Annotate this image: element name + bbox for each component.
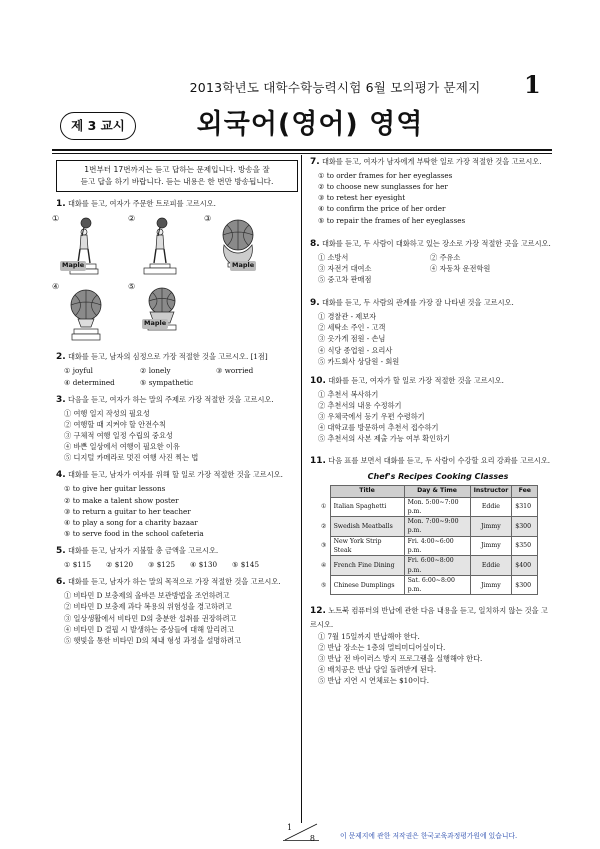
class-title: Italian Spaghetti [330,497,404,517]
trophy-options [52,213,298,345]
option[interactable]: ⑤ to serve food in the school cafeteria [64,529,204,538]
question-1 [52,198,298,346]
option[interactable]: ③ 옷가게 점원 - 손님 [318,334,386,344]
question-number: 1. [56,198,66,209]
option-mark: ② [321,522,327,530]
option[interactable]: ① 7월 15일까지 반납해야 한다. [318,631,420,641]
total-pages: 8 [309,834,315,843]
question-11 [310,455,552,596]
question-number: 6. [56,577,66,588]
question-number: 10. [310,375,326,386]
class-fee: $350 [512,536,538,556]
class-time: Sat. 6:00~8:00 p.m. [404,575,470,595]
class-title: French Fine Dining [330,556,404,576]
question-number: 12. [310,606,326,617]
class-title: Swedish Meatballs [330,517,404,537]
option[interactable]: ① to order frames for her eyeglasses [318,170,453,180]
class-instructor: Jimmy [470,536,512,556]
option[interactable]: ⑤ 반납 지연 시 연체료는 $10이다. [318,676,429,686]
question-3 [56,394,298,464]
table-row[interactable] [318,517,538,537]
option[interactable]: ② 여행할 때 지켜야 할 안전수칙 [64,419,166,429]
notice-line: 1번부터 17번까지는 듣고 답하는 문제입니다. 방송을 잘 [84,165,270,174]
column-header: Fee [512,485,538,497]
option[interactable]: ⑤ 디지털 카메라로 멋진 여행 사진 찍는 법 [64,453,199,463]
class-title: Chinese Dumplings [330,575,404,595]
option-mark: ② [128,214,136,224]
question-9 [310,297,552,367]
class-instructor: Jimmy [470,575,512,595]
option[interactable]: ② 세탁소 주인 - 고객 [318,323,386,333]
question-4 [56,469,298,539]
question-8 [310,238,552,285]
table-row[interactable] [318,497,538,517]
subject-title: 외국어(영어) 영역 [196,109,424,140]
class-title: New York Strip Steak [330,536,404,556]
option[interactable]: ② 주유소 [430,252,461,262]
option-mark: ③ [204,214,212,224]
option-mark: ④ [52,282,60,292]
question-number: 4. [56,470,66,481]
option[interactable]: ③ to return a guitar to her teacher [64,506,191,516]
copyright-notice: 이 문제지에 관한 저작권은 한국교육과정평가원에 있습니다. [340,832,518,840]
option[interactable]: ③ $125 [148,560,176,570]
plaque-label: Maple [144,319,167,328]
option[interactable]: ① $115 [64,560,92,570]
question-5 [56,545,298,570]
option-mark: ③ [321,542,327,550]
basketball-player-trophy-icon [140,217,180,277]
question-text: 노트북 컴퓨터의 반납에 관한 다음 내용을 듣고, 일치하지 않는 것을 고르시오. [310,606,548,630]
option[interactable]: ④ to confirm the price of her order [318,204,446,214]
listening-notice [56,160,298,192]
column-divider [301,155,302,823]
ball-base-trophy-icon [140,285,184,345]
option[interactable]: ⑤ $145 [232,560,260,570]
option[interactable]: ① joyful [64,366,93,376]
question-text: 대화를 듣고, 남자가 여자를 위해 할 일로 가장 적절한 것을 고르시오. [67,470,283,480]
question-text: 대화를 듣고, 여자가 남자에게 부탁한 일로 가장 적절한 것을 고르시오. [321,157,542,166]
left-column [52,156,298,652]
option[interactable]: ⑤ to repair the frames of her eyeglasses [318,215,466,225]
option[interactable]: ③ worried [216,366,254,376]
option[interactable]: ① 경찰관 - 제보자 [318,312,377,322]
option[interactable]: ③ 자전거 대여소 [318,263,372,273]
class-fee: $310 [512,497,538,517]
question-6 [56,576,298,646]
option[interactable]: ③ 일상생활에서 비타민 D의 충분한 섭취를 권장하려고 [64,613,237,623]
option[interactable]: ④ 자동차 운전학원 [430,263,491,273]
column-header: Instructor [470,485,512,497]
column-header: Day & Time [404,485,470,497]
option[interactable]: ② 비타민 D 보충제 과다 복용의 위험성을 경고하려고 [64,602,232,612]
column-header: Title [330,485,404,497]
option[interactable]: ② 반납 장소는 1층의 멀티미디어실이다. [318,642,446,652]
plaque-label: Maple [62,261,85,270]
option-mark: ① [321,503,327,511]
right-column [310,156,552,692]
question-number: 5. [56,546,66,557]
question-number: 2. [56,352,66,363]
option[interactable]: ③ 반납 전 바이러스 방지 프로그램을 실행해야 한다. [318,653,483,663]
question-text: 대화를 듣고, 여자가 할 일로 가장 적절한 것을 고르시오. [328,375,504,385]
question-10 [310,375,552,445]
option[interactable]: ③ 우체국에서 등기 우편 수령하기 [318,412,425,422]
class-time: Fri. 6:00~8:00 p.m. [404,556,470,576]
question-number: 7. [310,157,320,167]
class-fee: $400 [512,556,538,576]
option-mark: ⑤ [128,282,136,292]
option[interactable]: ① 소방서 [318,252,349,262]
option[interactable]: ① 추천서 복사하기 [318,389,379,399]
option[interactable]: ⑤ 추천서의 사본 제출 가능 여부 확인하기 [318,434,450,444]
question-2 [56,351,298,387]
option-mark: ⑤ [321,581,327,589]
option[interactable]: ④ 바쁜 일상에서 여행이 필요한 이유 [64,442,180,452]
class-fee: $300 [512,575,538,595]
option[interactable]: ② to make a talent show poster [64,495,179,505]
option[interactable]: ④ to play a song for a charity bazaar [64,517,198,527]
option[interactable]: ⑤ 중고차 판매점 [318,274,372,284]
class-instructor: Eddie [470,556,512,576]
class-time: Mon. 7:00~9:00 p.m. [404,517,470,537]
header-rule [52,149,552,151]
page-number: 1 [524,70,541,99]
trophy-option-5[interactable] [128,281,192,343]
class-instructor: Jimmy [470,517,512,537]
table-header-row [318,485,538,497]
option[interactable]: ③ to retest her eyesight [318,193,406,203]
plaque-label: Maple [232,261,255,270]
option[interactable]: ④ 대학교를 방문하여 추천서 접수하기 [318,423,439,433]
option[interactable]: ④ determined [64,377,115,387]
option[interactable]: ④ 식당 종업원 - 요리사 [318,345,393,355]
table-row[interactable] [318,536,538,556]
question-text: 대화를 듣고, 남자의 심정으로 가장 적절한 것을 고르시오. [1점] [67,352,268,362]
exam-title: 2013학년도 대학수학능력시험 6월 모의평가 문제지 [189,80,481,95]
class-time: Mon. 5:00~7:00 p.m. [404,497,470,517]
option[interactable]: ④ 배치공은 반납 당일 돌려받게 된다. [318,665,437,675]
trophy-option-3[interactable] [204,213,268,275]
option-mark: ④ [321,561,327,569]
option[interactable]: ① to give her guitar lessons [64,484,166,494]
question-text: 대화를 듣고, 두 사람이 대화하고 있는 장소로 가장 적절한 곳을 고르시오. [321,238,551,248]
trophy-option-4[interactable] [52,281,116,343]
notice-line: 듣고 답을 하기 바랍니다. 듣는 내용은 한 번만 방송됩니다. [80,176,274,186]
option[interactable]: ② $120 [106,560,134,570]
table-row[interactable] [318,575,538,595]
option[interactable]: ① 여행 일지 작성의 필요성 [64,408,150,418]
header-rule-thin [52,153,552,154]
class-time: Fri. 4:00~6:00 p.m. [404,536,470,556]
option[interactable]: ③ 구체적 여행 일정 수립의 중요성 [64,430,173,440]
question-number: 8. [310,238,320,249]
page-indicator [283,823,319,841]
trophy-option-2[interactable] [128,213,192,275]
question-7 [310,156,552,226]
question-text: 다음을 듣고, 여자가 하는 말의 주제로 가장 적절한 것을 고르시오. [67,394,274,404]
header-spacer [318,485,330,497]
question-text: 대화를 듣고, 남자가 지불할 총 금액을 고르시오. [67,546,219,556]
option-mark: ① [52,214,60,224]
current-page: 1 [287,823,293,832]
option[interactable]: ⑤ 카드회사 상담원 - 회원 [318,356,400,366]
ball-base-trophy-icon [64,285,108,345]
question-text: 대화를 듣고, 두 사람의 관계를 가장 잘 나타낸 것을 고르시오. [321,298,514,308]
table-title: Chef's Recipes Cooking Classes [367,471,509,481]
session-badge: 제 3 교시 [60,112,136,140]
question-number: 3. [56,394,66,405]
question-12 [310,605,552,686]
question-number: 9. [310,298,320,309]
question-text: 대화를 듣고, 여자가 주문한 트로피를 고르시오. [67,198,216,208]
question-text: 대화를 듣고, 남자가 하는 말의 목적으로 가장 적절한 것을 고르시오. [67,577,281,587]
option[interactable]: ② lonely [140,366,171,376]
option[interactable]: ① 비타민 D 보충제의 올바른 보관방법을 조언하려고 [64,591,230,601]
option[interactable]: ④ 비타민 D 결핍 시 발생하는 증상들에 대해 알리려고 [64,624,235,634]
question-text: 다음 표를 보면서 대화를 듣고, 두 사람이 수강할 요리 강좌를 고르시오. [328,455,551,465]
trophy-option-1[interactable] [52,213,116,275]
option[interactable]: ④ $130 [190,560,218,570]
option[interactable]: ② to choose new sunglasses for her [318,182,448,192]
table-row[interactable] [318,556,538,576]
cooking-classes-table [318,485,538,596]
option[interactable]: ② 추천서의 내용 수정하기 [318,400,402,410]
class-instructor: Eddie [470,497,512,517]
option[interactable]: ⑤ 햇빛을 통한 비타민 D의 체내 형성 과정을 설명하려고 [64,635,242,645]
option[interactable]: ⑤ sympathetic [140,377,194,387]
class-fee: $300 [512,517,538,537]
question-number: 11. [310,455,326,466]
